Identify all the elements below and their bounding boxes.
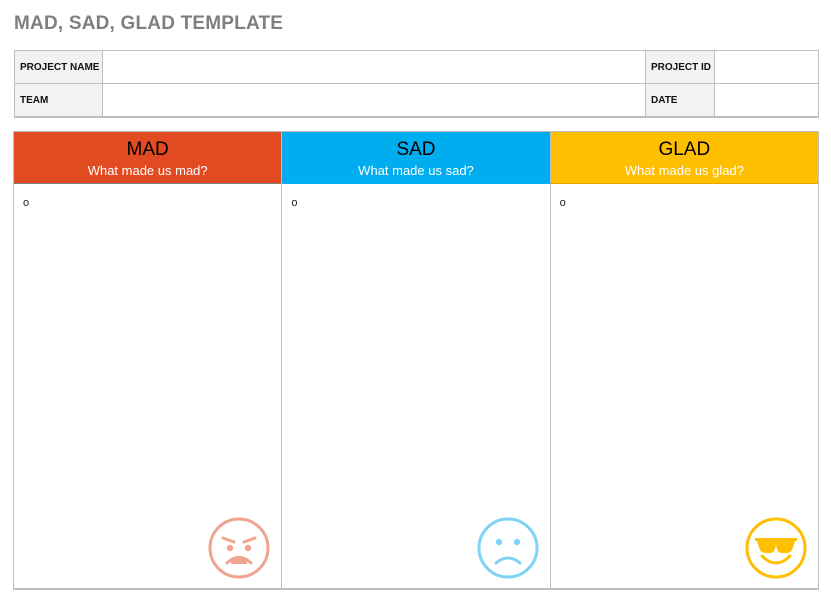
glad-bullet-item[interactable]: o <box>559 197 566 209</box>
sad-bullet-item[interactable]: o <box>291 197 298 209</box>
mad-column[interactable] <box>14 132 282 588</box>
sad-subtitle: What made us sad? <box>358 163 474 178</box>
project-info-table <box>14 50 819 118</box>
project-id-label: PROJECT ID <box>646 51 715 84</box>
team-field[interactable] <box>103 84 646 118</box>
glad-subtitle: What made us glad? <box>624 163 744 178</box>
project-id-field[interactable] <box>715 51 819 84</box>
mad-bullet-item[interactable]: o <box>23 197 30 209</box>
retro-board <box>13 131 819 590</box>
glad-title: GLAD <box>658 139 711 160</box>
sunglasses-face-icon <box>744 516 808 580</box>
mad-subtitle: What made us mad? <box>87 163 208 178</box>
mad-header <box>14 132 281 184</box>
project-name-field[interactable] <box>103 51 646 84</box>
glad-header <box>551 132 818 184</box>
sad-column[interactable] <box>282 132 550 588</box>
project-name-label: PROJECT NAME <box>15 51 103 84</box>
mad-title: MAD <box>126 139 169 160</box>
sad-title: SAD <box>396 139 436 160</box>
sad-face-icon <box>476 516 540 580</box>
angry-face-icon <box>207 516 271 580</box>
page-title: MAD, SAD, GLAD TEMPLATE <box>14 13 284 34</box>
project-info-row <box>15 51 819 84</box>
sad-header <box>282 132 549 184</box>
date-label: DATE <box>646 84 715 118</box>
date-field[interactable] <box>715 84 819 118</box>
glad-column[interactable] <box>551 132 818 588</box>
team-label: TEAM <box>15 84 103 118</box>
team-info-row <box>15 84 819 118</box>
